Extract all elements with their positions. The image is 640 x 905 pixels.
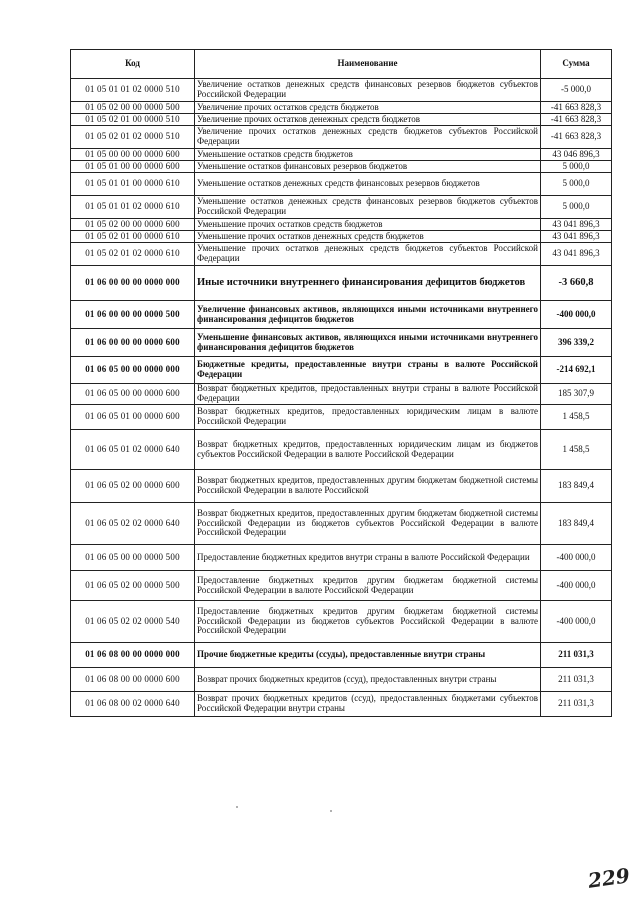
table-row <box>71 430 612 470</box>
row-name: Прочие бюджетные кредиты (ссуды), предоставленные внутри страны <box>195 643 541 668</box>
row-code: 01 06 08 00 00 0000 000 <box>71 643 195 668</box>
row-sum: 43 041 896,3 <box>541 219 612 231</box>
row-name: Предоставление бюджетных кредитов внутри страны в валюте Российской Федерации <box>195 545 541 571</box>
row-name: Уменьшение прочих остатков денежных средств бюджетов субъектов Российской Федерации <box>195 243 541 266</box>
row-name: Возврат бюджетных кредитов, предоставленных другим бюджетам бюджетной системы Российской Федерации из бюджетов субъектов Российской Федерации в валюте Российской Федерации <box>195 503 541 545</box>
row-name: Увеличение прочих остатков средств бюджетов <box>195 102 541 114</box>
row-code: 01 05 01 01 02 0000 510 <box>71 79 195 102</box>
row-sum: 183 849,4 <box>541 470 612 503</box>
table-row <box>71 470 612 503</box>
row-sum: 1 458,5 <box>541 430 612 470</box>
row-sum: 5 000,0 <box>541 196 612 219</box>
table-row <box>71 102 612 114</box>
row-sum: -400 000,0 <box>541 301 612 329</box>
table-row <box>71 114 612 126</box>
row-name: Увеличение остатков денежных средств финансовых резервов бюджетов субъектов Российской Федерации <box>195 79 541 102</box>
row-code: 01 05 02 01 00 0000 510 <box>71 114 195 126</box>
row-sum: 211 031,3 <box>541 692 612 717</box>
table-row <box>71 545 612 571</box>
row-code: 01 06 00 00 00 0000 000 <box>71 266 195 301</box>
table-body <box>71 79 612 717</box>
row-code: 01 06 05 02 00 0000 600 <box>71 470 195 503</box>
scan-speck <box>330 810 332 812</box>
row-sum: -5 000,0 <box>541 79 612 102</box>
row-code: 01 05 02 01 02 0000 610 <box>71 243 195 266</box>
row-sum: 5 000,0 <box>541 173 612 196</box>
row-sum: 5 000,0 <box>541 161 612 173</box>
row-code: 01 06 00 00 00 0000 500 <box>71 301 195 329</box>
row-code: 01 06 08 00 00 0000 600 <box>71 668 195 692</box>
row-code: 01 06 05 00 00 0000 500 <box>71 545 195 571</box>
row-sum: -41 663 828,3 <box>541 102 612 114</box>
row-sum: 185 307,9 <box>541 384 612 405</box>
row-name: Возврат прочих бюджетных кредитов (ссуд), предоставленных внутри страны <box>195 668 541 692</box>
table-row <box>71 329 612 357</box>
header-sum: Сумма <box>541 50 612 79</box>
table-row <box>71 384 612 405</box>
row-code: 01 06 05 02 02 0000 640 <box>71 503 195 545</box>
table-row <box>71 231 612 243</box>
row-code: 01 06 05 02 00 0000 500 <box>71 571 195 601</box>
table-row <box>71 601 612 643</box>
row-name: Возврат бюджетных кредитов, предоставленных другим бюджетам бюджетной системы Российской Федерации в валюте Российской <box>195 470 541 503</box>
row-sum: 211 031,3 <box>541 668 612 692</box>
table-row <box>71 668 612 692</box>
table-row <box>71 126 612 149</box>
budget-sources-table <box>70 49 612 717</box>
header-name: Наименование <box>195 50 541 79</box>
row-code: 01 05 02 00 00 0000 500 <box>71 102 195 114</box>
row-code: 01 06 05 00 00 0000 000 <box>71 357 195 384</box>
row-name: Предоставление бюджетных кредитов другим бюджетам бюджетной системы Российской Федерации из бюджетов субъектов Российской Федерации в валюте Российской Федерации <box>195 601 541 643</box>
table-row <box>71 196 612 219</box>
row-name: Иные источники внутреннего финансирования дефицитов бюджетов <box>195 266 541 301</box>
table-row <box>71 571 612 601</box>
row-name: Предоставление бюджетных кредитов другим бюджетам бюджетной системы Российской Федерации в валюте Российской Федерации <box>195 571 541 601</box>
table-row <box>71 149 612 161</box>
row-name: Увеличение прочих остатков денежных средств бюджетов субъектов Российской Федерации <box>195 126 541 149</box>
table-row <box>71 243 612 266</box>
row-code: 01 06 08 00 02 0000 640 <box>71 692 195 717</box>
row-name: Увеличение прочих остатков денежных средств бюджетов <box>195 114 541 126</box>
row-code: 01 05 01 00 00 0000 600 <box>71 161 195 173</box>
row-code: 01 06 00 00 00 0000 600 <box>71 329 195 357</box>
row-sum: -400 000,0 <box>541 571 612 601</box>
row-code: 01 05 02 01 02 0000 510 <box>71 126 195 149</box>
row-sum: -400 000,0 <box>541 601 612 643</box>
row-sum: 1 458,5 <box>541 405 612 430</box>
row-sum: 43 041 896,3 <box>541 243 612 266</box>
row-code: 01 05 01 01 00 0000 610 <box>71 173 195 196</box>
row-name: Уменьшение остатков средств бюджетов <box>195 149 541 161</box>
row-name: Возврат бюджетных кредитов, предоставленных юридическим лицам из бюджетов субъектов Российской Федерации в валюте Российской Федерации <box>195 430 541 470</box>
row-sum: -41 663 828,3 <box>541 126 612 149</box>
row-code: 01 06 05 01 00 0000 600 <box>71 405 195 430</box>
row-sum: 211 031,3 <box>541 643 612 668</box>
row-sum: 43 046 896,3 <box>541 149 612 161</box>
row-name: Уменьшение прочих остатков средств бюджетов <box>195 219 541 231</box>
table-row <box>71 301 612 329</box>
row-code: 01 06 05 02 02 0000 540 <box>71 601 195 643</box>
table-header-row <box>71 50 612 79</box>
row-sum: -41 663 828,3 <box>541 114 612 126</box>
row-code: 01 05 00 00 00 0000 600 <box>71 149 195 161</box>
row-name: Уменьшение остатков финансовых резервов бюджетов <box>195 161 541 173</box>
row-sum: -3 660,8 <box>541 266 612 301</box>
table-row <box>71 503 612 545</box>
row-name: Возврат бюджетных кредитов, предоставленных внутри страны в валюте Российской Федерации <box>195 384 541 405</box>
table-row <box>71 219 612 231</box>
table-row <box>71 357 612 384</box>
row-sum: 43 041 896,3 <box>541 231 612 243</box>
table-row <box>71 266 612 301</box>
table-row <box>71 643 612 668</box>
row-name: Уменьшение прочих остатков денежных средств бюджетов <box>195 231 541 243</box>
handwritten-page-number: 229 <box>586 863 632 893</box>
table-row <box>71 79 612 102</box>
row-code: 01 05 02 01 00 0000 610 <box>71 231 195 243</box>
scan-speck <box>236 806 238 808</box>
row-name: Уменьшение остатков денежных средств финансовых резервов бюджетов субъектов Российской Федерации <box>195 196 541 219</box>
table-row <box>71 161 612 173</box>
row-name: Уменьшение финансовых активов, являющихся иными источниками внутреннего финансирования дефицитов бюджетов <box>195 329 541 357</box>
table-row <box>71 692 612 717</box>
row-code: 01 05 02 00 00 0000 600 <box>71 219 195 231</box>
row-code: 01 06 05 00 00 0000 600 <box>71 384 195 405</box>
table-row <box>71 405 612 430</box>
row-code: 01 05 01 01 02 0000 610 <box>71 196 195 219</box>
row-name: Бюджетные кредиты, предоставленные внутри страны в валюте Российской Федерации <box>195 357 541 384</box>
row-name: Возврат прочих бюджетных кредитов (ссуд), предоставленных бюджетами субъектов Российской Федерации внутри страны <box>195 692 541 717</box>
header-code: Код <box>71 50 195 79</box>
row-sum: 396 339,2 <box>541 329 612 357</box>
row-code: 01 06 05 01 02 0000 640 <box>71 430 195 470</box>
row-sum: 183 849,4 <box>541 503 612 545</box>
table-row <box>71 173 612 196</box>
row-name: Увеличение финансовых активов, являющихся иными источниками внутреннего финансирования дефицитов бюджетов <box>195 301 541 329</box>
row-name: Уменьшение остатков денежных средств финансовых резервов бюджетов <box>195 173 541 196</box>
row-sum: -400 000,0 <box>541 545 612 571</box>
row-sum: -214 692,1 <box>541 357 612 384</box>
row-name: Возврат бюджетных кредитов, предоставленных юридическим лицам в валюте Российской Федерации <box>195 405 541 430</box>
